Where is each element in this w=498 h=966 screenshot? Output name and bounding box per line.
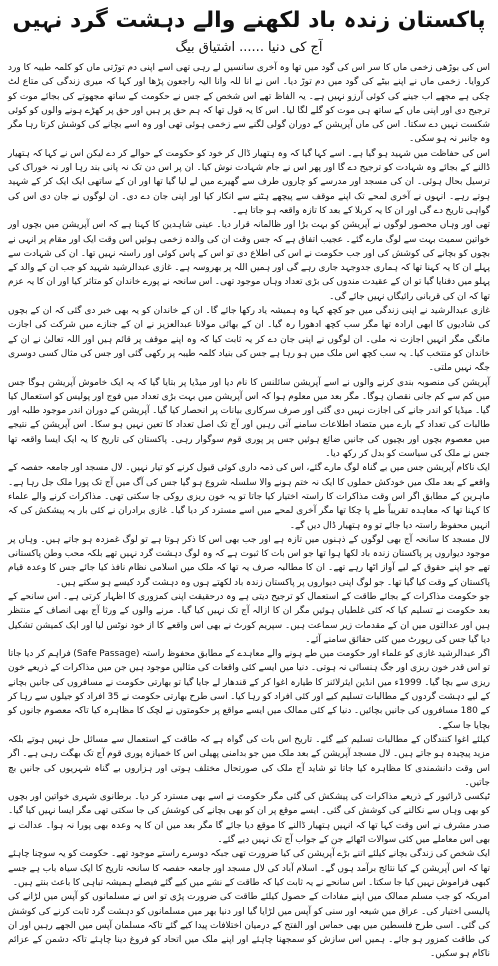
paragraph: جو حکومت مذاکرات کے بجائے طاقت کے استعمال کو ترجیح دیتی ہے وہ درحقیقت اپنی کمزوری کا اظہار کرتی ہے۔ اس سانحے کے بعد حکومت نے تسلیم کیا کہ کئی غلطیاں ہوئیں مگر ان کا ازالہ آج تک نہیں کیا گیا۔ مرنے والوں کے ورثا آج بھی انصاف کے منتظر ہیں اور عدالتوں میں ان کے مقدمات زیر سماعت ہیں۔ سپریم کورٹ نے بھی اس واقعے کا از خود نوٹس لیا اور ایک کمیشن تشکیل دیا گیا جس کی رپورٹ میں کئی حقائق سامنے آئے۔ <box>8 591 490 645</box>
paragraph: آپریشن کی منصوبہ بندی کرنے والوں نے اسے آپریشن سائلنس کا نام دیا اور میڈیا پر بتایا گیا کہ یہ ایک خاموش آپریشن ہوگا جس میں کم سے کم جانی نقصان ہوگا۔ مگر بعد میں معلوم ہوا کہ اس آپریشن میں بہت بڑی تعداد میں فوج اور پولیس کو استعمال کیا گیا۔ میڈیا کو اندر جانے کی اجازت نہیں دی گئی اور صرف سرکاری بیانات پر انحصار کیا گیا۔ آپریشن کے دوران اندر موجود طلبہ اور طالبات کی تعداد کے بارے میں متضاد اطلاعات سامنے آتی رہیں اور آج تک اصل تعداد کا تعین نہیں ہو سکا۔ اس آپریشن کے نتیجے میں معصوم بچوں اور بچیوں کی جانیں ضائع ہوئیں جس پر پوری قوم سوگوار رہی۔ پاکستان کی تاریخ کا یہ ایک ایسا واقعہ تھا جس نے ملک کی سیاست کو بدل کر رکھ دیا۔ <box>8 377 490 460</box>
paragraph: تھی اور وہاں محصور لوگوں نے آپریشن کو بہت بڑا اور ظالمانہ قرار دیا۔ عینی شاہدین کا کہنا ہے کہ اس آپریشن میں بچوں اور خواتین سمیت بہت سے لوگ مارے گئے۔ عجیب اتفاق ہے کہ جس وقت ان کی والدہ زخمی ہوئیں اس وقت ایک اور مقام پر انہی نے بچوں کو بچانے کی کوشش کی اور جب حکومت نے اس کی اطلاع دی تو اس کے پاس کوئی اور راستہ نہیں تھا۔ ان کی شہادت سے پہلے ان کا یہ کہنا تھا کہ ہماری جدوجہد جاری رہے گی اور ہمیں اللہ پر بھروسہ ہے۔ غازی عبدالرشید شہید کو جب ان کے والد کے پہلو میں دفنایا گیا تو ان کے عقیدت مندوں کی بڑی تعداد وہاں موجود تھی۔ اس سانحہ نے پورے خاندان کو متاثر کیا اور ان کا یہ عزم تھا کہ ان کی قربانی رائیگاں نہیں جائے گی۔ <box>8 220 490 302</box>
paragraph: امریکہ کو جب مسلم ممالک میں اپنے مفادات کے حصول کیلئے طاقت کی ضرورت پڑی تو اس نے مسلمانوں کو آپس میں لڑانے کی پالیسی اختیار کی۔ عراق میں شیعہ اور سنی کو آپس میں لڑایا گیا اور دنیا بھر میں مسلمانوں کو دہشت گرد ثابت کرنے کی کوشش کی گئی۔ اسی طرح فلسطین میں بھی حماس اور الفتح کے درمیان اختلافات پیدا کیے گئے تاکہ مسلمان آپس میں الجھے رہیں اور ان کی طاقت کمزور ہو جائے۔ ہمیں اس سازش کو سمجھنا چاہئے اور اپنے ملک میں اتحاد کو فروغ دینا چاہئے تاکہ دشمن کے عزائم ناکام ہو سکیں۔ <box>8 892 490 960</box>
paragraph: ایک ناکام آپریشن جس میں بے گناہ لوگ مارے گئے، اس کی ذمہ داری کوئی قبول کرنے کو تیار نہیں۔ لال مسجد اور جامعہ حفصہ کے واقعے کے بعد ملک میں خودکش حملوں کا ایک نہ ختم ہونے والا سلسلہ شروع ہو گیا جس کی آگ میں آج تک پورا ملک جل رہا ہے۔ ماہرین کے مطابق اگر اس وقت مذاکرات کا راستہ اختیار کیا جاتا تو یہ خون ریزی روکی جا سکتی تھی۔ مذاکرات کرنے والے علماء کا کہنا تھا کہ معاہدہ تقریباً طے پا چکا تھا مگر آخری لمحے میں اسے مسترد کر دیا گیا۔ غازی برادران نے کئی بار یہ پیشکش کی کہ انہیں محفوظ راستہ دیا جائے تو وہ ہتھیار ڈال دیں گے۔ <box>8 463 490 531</box>
column-name: آج کی دنیا <box>267 40 323 55</box>
paragraph: اگر عبدالرشید غازی کو علماء اور حکومت میں طے ہونے والے معاہدے کے مطابق محفوظ راستہ (Safe Passage) فراہم کر دیا جاتا تو اس قدر خون ریزی اور جگ ہنسائی نہ ہوتی۔ دنیا میں ایسے کئی واقعات کی مثالیں موجود ہیں جن میں مذاکرات کے ذریعے خون ریزی سے بچا گیا۔ 1999ء میں انڈین ایئرلائنز کا طیارہ اغوا کر کے قندھار لے جایا گیا تو بھارتی حکومت نے مسافروں کی جانیں بچانے کے لیے دہشت گردوں کے مطالبات تسلیم کیے اور کئی افراد کو رہا کیا۔ اسی طرح بھارتی حکومت نے 35 افراد کو جیلوں سے رہا کر کے 180 مسافروں کی جانیں بچائیں۔ دنیا کے کئی ممالک میں ایسے مواقع پر حکومتوں نے لچک کا مظاہرہ کیا تاکہ معصوم جانوں کو بچایا جا سکے۔ <box>8 649 491 731</box>
article-body <box>8 61 490 962</box>
byline <box>8 38 490 58</box>
paragraph: ایک شخص کی زندگی بچانے کیلئے اتنے بڑے آپریشن کی کیا ضرورت تھی جبکہ دوسرے راستے موجود تھے۔ حکومت کو یہ سوچنا چاہئے تھا کہ اس آپریشن کے کیا نتائج برآمد ہوں گے۔ اسلام آباد کی لال مسجد اور جامعہ حفصہ کا سانحہ تاریخ کا ایک سیاہ باب ہے جسے کبھی فراموش نہیں کیا جا سکتا۔ اس سانحے نے یہ ثابت کیا کہ طاقت کے نشے میں کیے گئے فیصلے ہمیشہ تباہی کا باعث بنتے ہیں۔ <box>8 849 490 888</box>
paragraph: ٹیکسی ڈرائیور کے ذریعے مذاکرات کی پیشکش کی گئی مگر حکومت نے اسے بھی مسترد کر دیا۔ برطانوی شہری خواتین اور بچوں کو بھی وہاں سے نکالنے کی کوشش کی گئی۔ ایسے موقع پر ان کو بھی بچانے کی کوشش کی جا سکتی تھی مگر ایسا نہیں کیا گیا۔ صدر مشرف نے اس وقت کہا تھا کہ انہیں ہتھیار ڈالنے کا موقع دیا جائے گا مگر بعد میں ان کا یہ وعدہ بھی پورا نہ ہوا۔ عدالت نے بھی اس معاملے میں کئی سوالات اٹھائے جن کے جواب آج تک نہیں دیے گئے۔ <box>8 792 490 846</box>
headline: پاکستان زندہ باد لکھنے والے دہشت گرد نہیں <box>12 8 486 33</box>
paragraph: کیلئے اغوا کنندگان کے مطالبات تسلیم کیے گئے۔ تاریخ اس بات کی گواہ ہے کہ طاقت کے استعمال سے مسائل حل نہیں ہوتے بلکہ مزید پیچیدہ ہو جاتے ہیں۔ لال مسجد آپریشن کے بعد ملک میں جو بدامنی پھیلی اس کا خمیازہ پوری قوم آج تک بھگت رہی ہے۔ اگر اس وقت دانشمندی کا مظاہرہ کیا جاتا تو شاید آج ملک کی صورتحال مختلف ہوتی اور ہزاروں بے گناہ شہریوں کی جانیں بچ جاتیں۔ <box>8 734 490 788</box>
paragraph: اس کی حفاظت میں شہید ہو گیا ہے۔ اسے کہا گیا کہ وہ ہتھیار ڈال کر خود کو حکومت کے حوالے کر دے لیکن اس نے کہا کہ ہتھیار ڈالنے کے بجائے وہ شہادت کو ترجیح دے گا اور پھر اس نے جام شہادت نوش کیا۔ ان پر اس دن تک نہ پانی بند رہا اور نہ خوراک کی ترسیل بحال ہوئی۔ ان کی مسجد اور مدرسے کو چاروں طرف سے گھیرے میں لے لیا گیا تھا اور ان کے ساتھی ایک ایک کر کے شہید ہوتے رہے۔ انہوں نے آخری لمحے تک اپنے موقف سے پیچھے ہٹنے سے انکار کیا اور اپنی جان دے دی۔ ان لوگوں نے جان دی اس کی گواہی تاریخ دے گی اور ان کا یہ کربلا کے بعد کا تازہ واقعہ ہو جاتا ہے۔ <box>8 148 490 216</box>
paragraph: اس کی بوڑھی زخمی ماں کا سر اس کی گود میں تھا وہ آخری سانسیں لے رہی تھی اسے اپنی دم توڑتی ماں کو کلمہ طیبہ کا ورد کروایا۔ زخمی ماں نے اپنے بیٹے کی گود میں دم توڑ دیا۔ اس نے انا للہ وانا الیہ راجعون پڑھا اور کہا کہ میری زندگی کی متاع لٹ چکی ہے مجھے اب جینے کی کوئی آرزو نہیں ہے۔ یہ الفاظ تھے اس شخص کے جس نے حکومت کے ساتھ مجھوتے کی بجائے موت کو ترجیح دی اور اپنی ماں کے ساتھ ہی موت کو گلے لگا لیا۔ اس کا یہ قول تھا کہ ہم حق پر ہیں اور حق پر کھڑے ہونے والوں کو کوئی شکست نہیں دے سکتا۔ اس کی ماں آپریشن کے دوران گولی لگنے سے زخمی ہوئی تھی اور وہ اسے بچانے کی کوشش کرتا رہا مگر وہ جانبر نہ ہو سکی۔ <box>8 63 490 145</box>
byline-separator: ...... <box>239 40 264 55</box>
paragraph: غازی عبدالرشید نے اپنی زندگی میں جو کچھ کہا وہ ہمیشہ یاد رکھا جائے گا۔ ان کے خاندان کو یہ بھی خبر دی گئی کہ ان کے بچوں کی شادیوں کا ابھی ارادہ تھا مگر سب کچھ ادھورا رہ گیا۔ ان کے بھائی مولانا عبدالعزیز نے ان کے جنازے میں شرکت کی اجازت مانگی مگر انہیں اجازت نہ ملی۔ ان لوگوں نے اپنی جان دے کر یہ ثابت کیا کہ وہ اپنے موقف پر قائم ہیں اور اللہ تعالیٰ نے ان کے خاندان کو منتخب کیا۔ یہ سب کچھ اس ملک میں ہو رہا ہے جس کی بنیاد کلمہ طیبہ پر رکھی گئی اور جس کی مثال کسی دوسری جگہ نہیں ملتی۔ <box>8 306 490 374</box>
author-name: اشتیاق بیگ <box>175 40 236 55</box>
paragraph: لال مسجد کا سانحہ آج بھی لوگوں کے ذہنوں میں تازہ ہے اور جب بھی اس کا ذکر ہوتا ہے تو لوگ غمزدہ ہو جاتے ہیں۔ وہاں پر موجود دیواروں پر پاکستان زندہ باد لکھا ہوا تھا جو اس بات کا ثبوت ہے کہ وہ لوگ دہشت گرد نہیں تھے بلکہ محب وطن پاکستانی تھے جو اپنے حقوق کے لیے آواز اٹھا رہے تھے۔ ان کا مطالبہ صرف یہ تھا کہ ملک میں اسلامی نظام نافذ کیا جائے جس کا وعدہ قیام پاکستان کے وقت کیا گیا تھا۔ جو لوگ اپنی دیواروں پر پاکستان زندہ باد لکھتے ہوں وہ دہشت گرد کیسے ہو سکتے ہیں۔ <box>8 534 490 588</box>
